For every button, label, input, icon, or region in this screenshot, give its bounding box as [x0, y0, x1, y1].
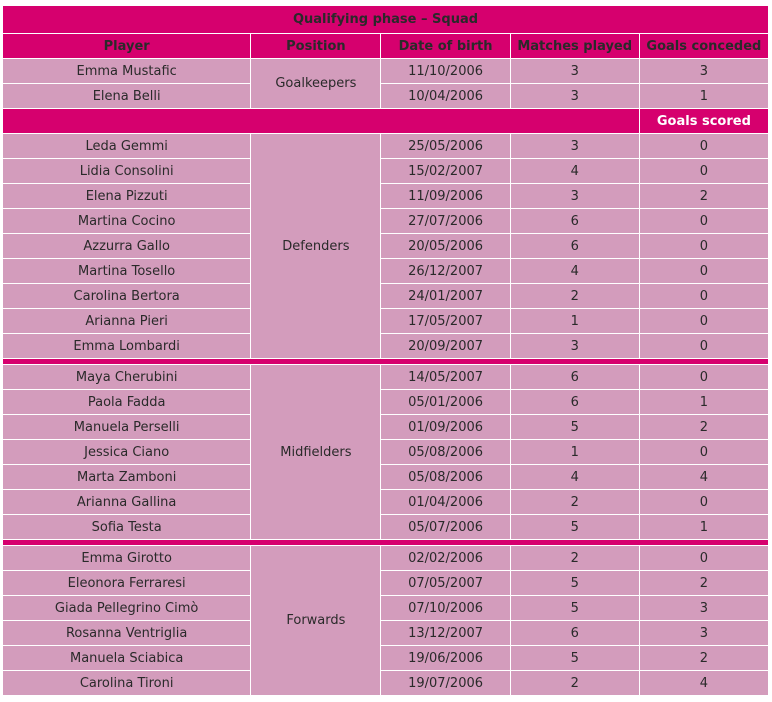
table-row [3, 440, 769, 465]
goals-value: 1 [639, 515, 768, 540]
matches-played: 3 [510, 184, 639, 209]
table-row [3, 546, 769, 571]
goals-value: 2 [639, 646, 768, 671]
table-row [3, 646, 769, 671]
matches-played: 5 [510, 415, 639, 440]
table-row [3, 59, 769, 84]
table-row [3, 415, 769, 440]
date-of-birth: 24/01/2007 [381, 284, 510, 309]
goals-value: 0 [639, 134, 768, 159]
player-name: Martina Tosello [3, 259, 251, 284]
date-of-birth: 17/05/2007 [381, 309, 510, 334]
goals-value: 0 [639, 159, 768, 184]
player-name: Marta Zamboni [3, 465, 251, 490]
player-name: Carolina Tironi [3, 671, 251, 696]
matches-played: 3 [510, 334, 639, 359]
matches-played: 5 [510, 596, 639, 621]
goals-value: 0 [639, 440, 768, 465]
table-title-row [3, 6, 769, 34]
player-name: Carolina Bertora [3, 284, 251, 309]
table-row [3, 515, 769, 540]
table-row [3, 284, 769, 309]
table-row [3, 365, 769, 390]
table-row [3, 596, 769, 621]
goals-value: 0 [639, 334, 768, 359]
table-row [3, 184, 769, 209]
matches-played: 3 [510, 134, 639, 159]
player-name: Elena Pizzuti [3, 184, 251, 209]
date-of-birth: 11/09/2006 [381, 184, 510, 209]
header-row [3, 34, 769, 59]
matches-played: 2 [510, 284, 639, 309]
position-defenders: Defenders [251, 134, 381, 359]
date-of-birth: 01/09/2006 [381, 415, 510, 440]
subheader-spacer [3, 109, 640, 134]
header-goals-scored: Goals scored [639, 109, 768, 134]
goals-value: 1 [639, 84, 768, 109]
date-of-birth: 15/02/2007 [381, 159, 510, 184]
table-row [3, 671, 769, 696]
player-name: Leda Gemmi [3, 134, 251, 159]
goals-value: 4 [639, 465, 768, 490]
table-row [3, 571, 769, 596]
goals-scored-subheader-row [3, 109, 769, 134]
date-of-birth: 05/01/2006 [381, 390, 510, 415]
header-matches-played: Matches played [510, 34, 639, 59]
matches-played: 4 [510, 259, 639, 284]
matches-played: 2 [510, 490, 639, 515]
matches-played: 4 [510, 159, 639, 184]
table-row [3, 390, 769, 415]
goals-value: 1 [639, 390, 768, 415]
date-of-birth: 19/06/2006 [381, 646, 510, 671]
date-of-birth: 26/12/2007 [381, 259, 510, 284]
table-row [3, 334, 769, 359]
goals-value: 0 [639, 234, 768, 259]
player-name: Maya Cherubini [3, 365, 251, 390]
squad-table [2, 5, 769, 696]
player-name: Emma Girotto [3, 546, 251, 571]
goals-value: 3 [639, 59, 768, 84]
player-name: Azzurra Gallo [3, 234, 251, 259]
matches-played: 1 [510, 440, 639, 465]
matches-played: 6 [510, 209, 639, 234]
goals-value: 3 [639, 596, 768, 621]
player-name: Jessica Ciano [3, 440, 251, 465]
position-midfielders: Midfielders [251, 365, 381, 540]
date-of-birth: 05/08/2006 [381, 440, 510, 465]
matches-played: 6 [510, 621, 639, 646]
goals-value: 4 [639, 671, 768, 696]
goals-value: 0 [639, 259, 768, 284]
date-of-birth: 05/07/2006 [381, 515, 510, 540]
date-of-birth: 11/10/2006 [381, 59, 510, 84]
table-row [3, 209, 769, 234]
header-date-of-birth: Date of birth [381, 34, 510, 59]
table-row [3, 234, 769, 259]
table-title: Qualifying phase – Squad [3, 6, 769, 34]
date-of-birth: 19/07/2006 [381, 671, 510, 696]
player-name: Lidia Consolini [3, 159, 251, 184]
matches-played: 2 [510, 671, 639, 696]
matches-played: 5 [510, 515, 639, 540]
table-row [3, 84, 769, 109]
player-name: Emma Mustafic [3, 59, 251, 84]
date-of-birth: 20/05/2006 [381, 234, 510, 259]
date-of-birth: 10/04/2006 [381, 84, 510, 109]
player-name: Martina Cocino [3, 209, 251, 234]
goals-value: 0 [639, 365, 768, 390]
goals-value: 0 [639, 209, 768, 234]
player-name: Arianna Gallina [3, 490, 251, 515]
matches-played: 6 [510, 365, 639, 390]
date-of-birth: 05/08/2006 [381, 465, 510, 490]
date-of-birth: 27/07/2006 [381, 209, 510, 234]
player-name: Giada Pellegrino Cimò [3, 596, 251, 621]
table-row [3, 621, 769, 646]
goals-value: 2 [639, 184, 768, 209]
matches-played: 6 [510, 390, 639, 415]
player-name: Emma Lombardi [3, 334, 251, 359]
goals-value: 0 [639, 309, 768, 334]
player-name: Paola Fadda [3, 390, 251, 415]
table-row [3, 309, 769, 334]
matches-played: 2 [510, 546, 639, 571]
date-of-birth: 01/04/2006 [381, 490, 510, 515]
player-name: Sofia Testa [3, 515, 251, 540]
matches-played: 1 [510, 309, 639, 334]
date-of-birth: 25/05/2006 [381, 134, 510, 159]
table-row [3, 465, 769, 490]
player-name: Elena Belli [3, 84, 251, 109]
table-row [3, 259, 769, 284]
date-of-birth: 13/12/2007 [381, 621, 510, 646]
header-goals-conceded: Goals conceded [639, 34, 768, 59]
player-name: Rosanna Ventriglia [3, 621, 251, 646]
date-of-birth: 02/02/2006 [381, 546, 510, 571]
goals-value: 3 [639, 621, 768, 646]
header-player: Player [3, 34, 251, 59]
matches-played: 3 [510, 84, 639, 109]
goals-value: 0 [639, 546, 768, 571]
date-of-birth: 07/05/2007 [381, 571, 510, 596]
goals-value: 2 [639, 571, 768, 596]
player-name: Eleonora Ferraresi [3, 571, 251, 596]
table-row [3, 159, 769, 184]
goals-value: 0 [639, 284, 768, 309]
player-name: Manuela Perselli [3, 415, 251, 440]
player-name: Arianna Pieri [3, 309, 251, 334]
date-of-birth: 20/09/2007 [381, 334, 510, 359]
position-goalkeepers: Goalkeepers [251, 59, 381, 109]
matches-played: 5 [510, 571, 639, 596]
goals-value: 2 [639, 415, 768, 440]
table-row [3, 490, 769, 515]
date-of-birth: 07/10/2006 [381, 596, 510, 621]
matches-played: 3 [510, 59, 639, 84]
table-row [3, 134, 769, 159]
date-of-birth: 14/05/2007 [381, 365, 510, 390]
matches-played: 4 [510, 465, 639, 490]
player-name: Manuela Sciabica [3, 646, 251, 671]
matches-played: 6 [510, 234, 639, 259]
goals-value: 0 [639, 490, 768, 515]
matches-played: 5 [510, 646, 639, 671]
position-forwards: Forwards [251, 546, 381, 696]
header-position: Position [251, 34, 381, 59]
